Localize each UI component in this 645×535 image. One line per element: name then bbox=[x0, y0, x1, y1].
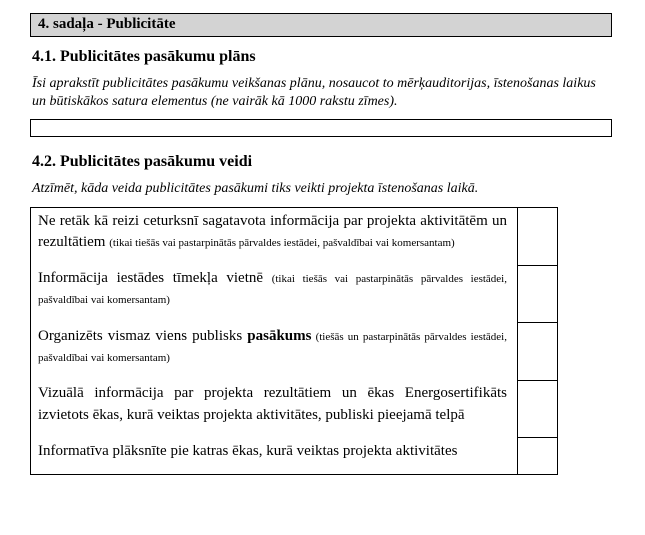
row-text-cell bbox=[31, 438, 518, 475]
section-41-heading: 4.1. Publicitātes pasākumu plāns bbox=[32, 48, 256, 65]
table-row bbox=[31, 323, 558, 381]
table-row bbox=[31, 207, 558, 265]
table-row bbox=[31, 438, 558, 475]
table-row bbox=[31, 380, 558, 438]
row-note-text: (tikai tiešās vai pastarpinātās pārvaldes iestādei, pašvaldībai vai komersantam) bbox=[109, 236, 455, 249]
checkbox-cell[interactable] bbox=[518, 207, 558, 265]
checkbox-cell[interactable] bbox=[518, 323, 558, 381]
publicity-plan-input[interactable] bbox=[30, 119, 612, 137]
section-41-instruction: Īsi aprakstīt publicitātes pasākumu veikšanas plānu, nosaucot to mērķauditorijas, īstenošanas laikus un būtiskākos satura elementus (ne vairāk kā 1000 rakstu zīmes). bbox=[32, 76, 596, 110]
row-text-cell bbox=[31, 265, 518, 323]
section-header-bar bbox=[30, 13, 612, 37]
row-main-text: Informācija iestādes tīmekļa vietnē bbox=[38, 270, 272, 287]
row-text-cell bbox=[31, 380, 518, 438]
checkbox-cell[interactable] bbox=[518, 438, 558, 475]
row-main-text: Informatīva plāksnīte pie katras ēkas, kurā veiktas projekta aktivitātes bbox=[38, 442, 458, 459]
row-note-text: (tikai tiešās vai pastarpinātās pārvaldes iestādei, pašvaldībai vai komersantam) bbox=[38, 273, 507, 307]
checkbox-cell[interactable] bbox=[518, 380, 558, 438]
row-note-text: (tiešās un pastarpinātās pārvaldes iestādei, pašvaldībai vai komersantam) bbox=[38, 330, 507, 365]
row-main-text: Organizēts vismaz viens publisks bbox=[38, 327, 248, 344]
row-bold-text: pasākums bbox=[247, 327, 312, 344]
checkbox-cell[interactable] bbox=[518, 265, 558, 323]
row-main-text: Vizuālā informācija par projekta rezultātiem un ēkas Energosertifikāts izvietots ēkas, kurā veiktas projekta aktivitātes, publiski pieejamā telpā bbox=[38, 385, 507, 423]
section-42-instruction: Atzīmēt, kāda veida publicitātes pasākumi tiks veikti projekta īstenošanas laikā. bbox=[32, 181, 479, 197]
publicity-types-table bbox=[30, 207, 558, 476]
table-row bbox=[31, 265, 558, 323]
section-header-title: 4. sadaļa - Publicitāte bbox=[38, 16, 176, 32]
section-42-heading: 4.2. Publicitātes pasākumu veidi bbox=[32, 153, 253, 171]
row-main-text: Ne retāk kā reizi ceturksnī sagatavota informācija par projekta aktivitātēm un rezultātiem bbox=[38, 212, 507, 250]
row-text-cell bbox=[31, 323, 518, 381]
row-text-cell bbox=[31, 207, 518, 265]
